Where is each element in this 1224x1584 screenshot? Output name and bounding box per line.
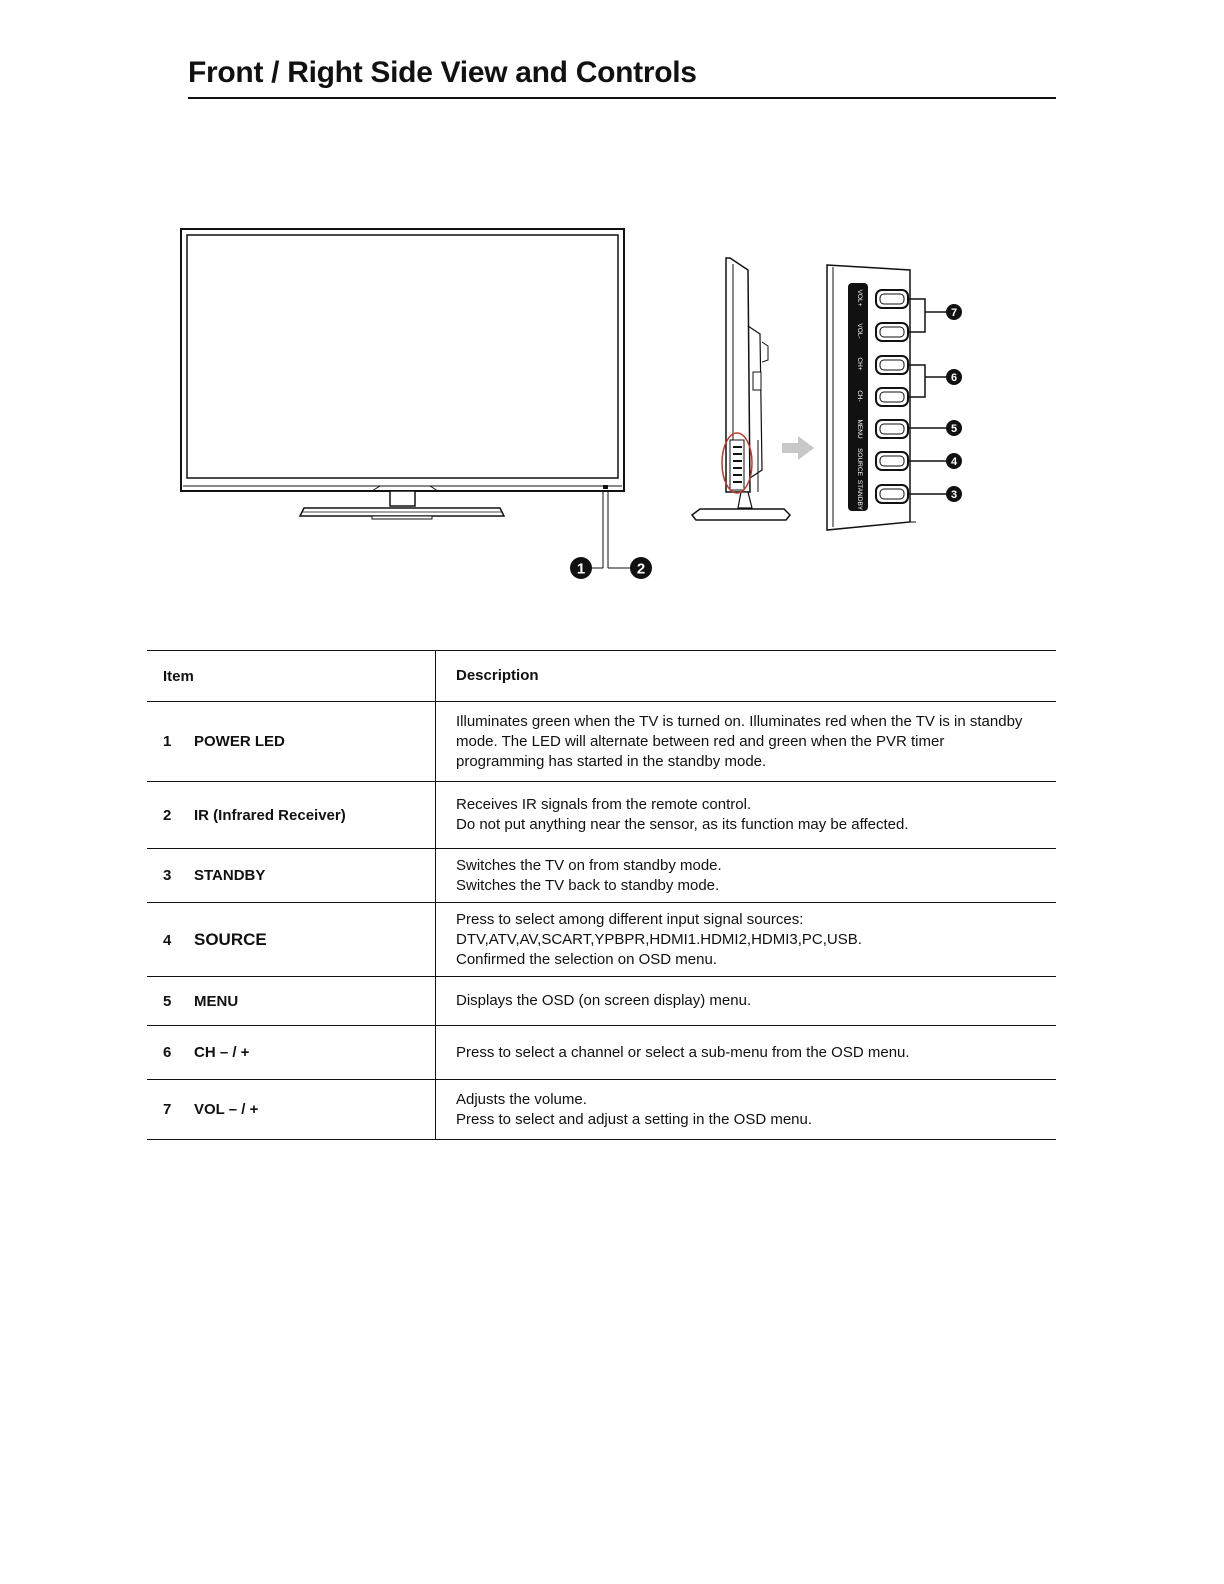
table-row	[147, 1080, 1056, 1140]
description-cell	[436, 1080, 1057, 1140]
tv-front-view	[181, 229, 630, 568]
header-description: Description	[436, 651, 1057, 702]
description-line: Do not put anything near the sensor, as its function may be affected.	[456, 816, 909, 833]
description-line: DTV,ATV,AV,SCART,YPBPR,HDMI1.HDMI2,HDMI3,PC,USB.	[456, 930, 862, 948]
callout-5	[946, 420, 962, 436]
description-cell	[436, 903, 1057, 977]
svg-text:2: 2	[636, 560, 646, 578]
menu-button	[876, 420, 908, 438]
item-name: CH – / +	[194, 1044, 250, 1061]
power-led-indicator	[603, 485, 608, 489]
item-cell	[147, 1026, 436, 1080]
description-line: Press to select among different input signal sources:	[456, 910, 804, 928]
item-cell	[147, 977, 436, 1026]
callout-3	[946, 486, 962, 502]
description-cell	[436, 1026, 1057, 1080]
tv-diagram	[0, 210, 1224, 590]
item-name: MENU	[194, 992, 239, 1010]
description-cell	[436, 849, 1057, 903]
description-line: Displays the OSD (on screen display) menu.	[456, 992, 752, 1009]
svg-text:7: 7	[950, 307, 958, 319]
description-line: mode. The LED will alternate between red and green when the PVR timer	[456, 732, 945, 750]
table-row	[147, 849, 1056, 903]
item-name: VOL – / +	[194, 1101, 259, 1118]
arrow-icon	[782, 436, 814, 460]
item-cell	[147, 1080, 436, 1140]
callout-7	[946, 304, 962, 320]
callout-1	[570, 557, 592, 579]
table-row	[147, 903, 1056, 977]
description-cell	[436, 977, 1057, 1026]
label-ch-plus: CH+	[856, 357, 863, 371]
table-header-row	[147, 651, 1056, 702]
svg-text:6: 6	[950, 372, 958, 384]
item-number: 2	[163, 806, 172, 824]
description-line: Adjusts the volume.	[456, 1090, 587, 1108]
button-panel	[827, 265, 946, 530]
svg-text:4: 4	[950, 456, 958, 468]
callout-6	[946, 369, 962, 385]
table-row	[147, 977, 1056, 1026]
description-cell	[436, 782, 1057, 849]
ch-plus-button	[876, 356, 908, 374]
item-name: IR (Infrared Receiver)	[194, 806, 346, 824]
tv-side-view	[692, 258, 790, 520]
label-source: SOURCE	[856, 448, 863, 476]
description-line: Receives IR signals from the remote control.	[456, 796, 752, 813]
item-number: 5	[163, 992, 172, 1010]
item-number: 6	[163, 1044, 172, 1061]
item-cell	[147, 903, 436, 977]
label-menu: MENU	[856, 419, 863, 439]
page-title: Front / Right Side View and Controls	[188, 56, 697, 89]
vol-minus-button	[876, 323, 908, 341]
description-line: Illuminates green when the TV is turned on. Illuminates red when the TV is in standby	[456, 712, 1023, 730]
item-cell	[147, 702, 436, 782]
source-button	[876, 452, 908, 470]
item-name: STANDBY	[194, 867, 266, 884]
callout-4	[946, 453, 962, 469]
table-row	[147, 782, 1056, 849]
label-vol-minus: VOL-	[856, 323, 863, 339]
item-name: POWER LED	[194, 733, 285, 750]
item-cell	[147, 849, 436, 903]
header-item: Item	[147, 651, 436, 702]
description-line: programming has started in the standby mode.	[456, 752, 767, 770]
description-line: Press to select a channel or select a sub-menu from the OSD menu.	[456, 1043, 910, 1061]
vol-plus-button	[876, 290, 908, 308]
description-cell	[436, 702, 1057, 782]
item-name: SOURCE	[194, 929, 267, 949]
svg-text:3: 3	[950, 489, 958, 501]
item-number: 1	[163, 733, 172, 750]
item-number: 7	[163, 1101, 172, 1118]
callout-2	[630, 557, 652, 579]
item-number: 3	[163, 867, 172, 884]
standby-button	[876, 485, 908, 503]
description-line: Press to select and adjust a setting in the OSD menu.	[456, 1110, 813, 1128]
description-line: Confirmed the selection on OSD menu.	[456, 950, 717, 968]
table-row	[147, 1026, 1056, 1080]
svg-text:5: 5	[950, 423, 958, 435]
svg-text:1: 1	[576, 560, 586, 578]
description-line: Switches the TV back to standby mode.	[456, 876, 720, 894]
label-vol-plus: VOL+	[856, 289, 863, 307]
controls-table	[147, 650, 1056, 1140]
label-ch-minus: CH-	[856, 390, 863, 402]
item-number: 4	[163, 931, 172, 949]
table-row	[147, 702, 1056, 782]
item-cell	[147, 782, 436, 849]
label-standby: STANDBY	[856, 479, 863, 511]
ch-minus-button	[876, 388, 908, 406]
title-rule	[188, 97, 1056, 99]
description-line: Switches the TV on from standby mode.	[456, 856, 722, 874]
